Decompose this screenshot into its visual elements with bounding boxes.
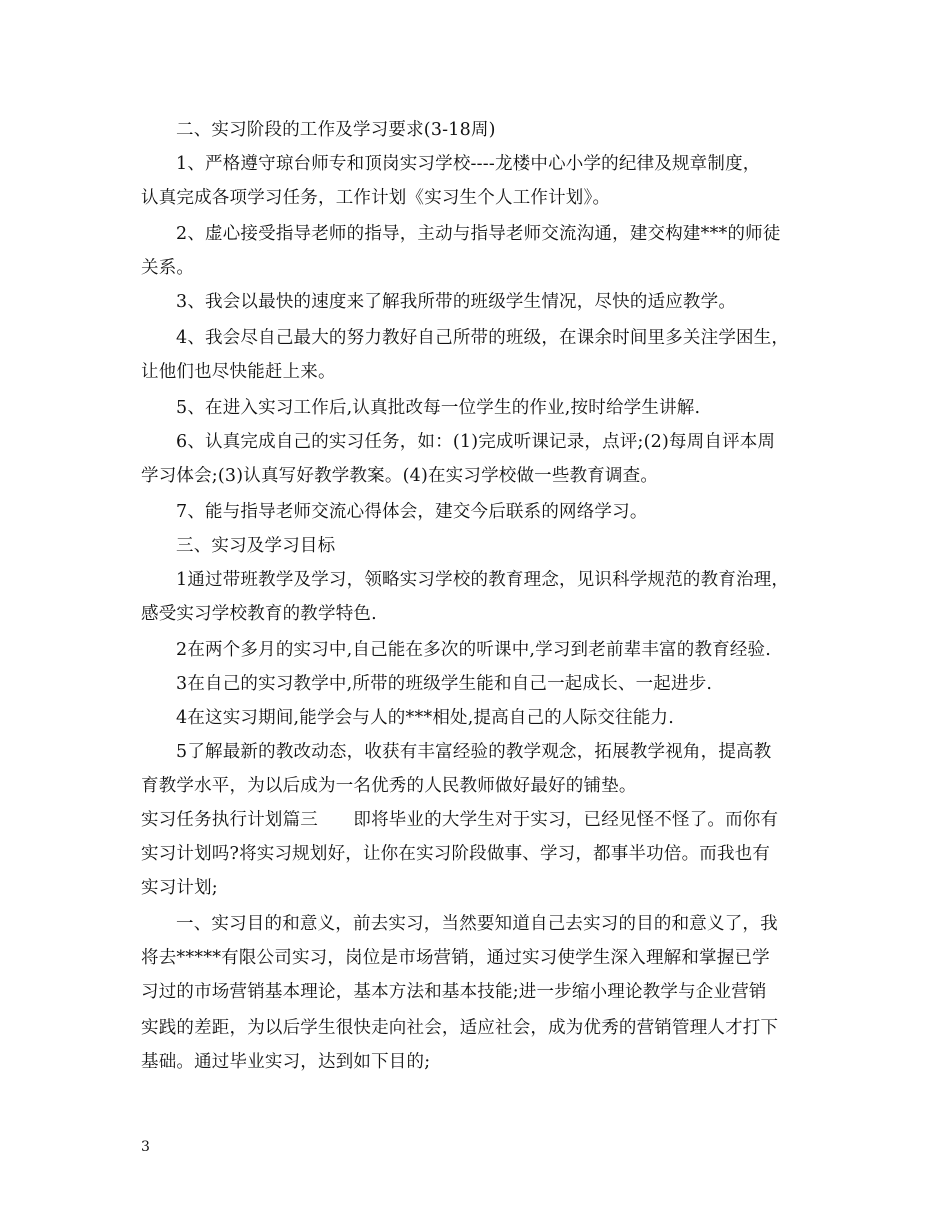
paragraph-line: 4在这实习期间,能学会与人的***相处,提高自己的人际交往能力. <box>176 708 674 728</box>
paragraph-line: 7、能与指导老师交流心得体会，建交今后联系的网络学习。 <box>176 502 648 522</box>
page-number: 3 <box>141 1139 150 1155</box>
paragraph-line: 基础。通过毕业实习，达到如下目的; <box>141 1052 431 1072</box>
paragraph-line: 6、认真完成自己的实习任务，如：(1)完成听课记录，点评;(2)每周自评本周 <box>176 432 776 452</box>
paragraph-line: 5、在进入实习工作后,认真批改每一位学生的作业,按时给学生讲解. <box>176 398 701 418</box>
paragraph-line: 实习计划吗?将实习规划好，让你在实习阶段做事、学习，都事半功倍。而我也有 <box>141 844 771 864</box>
paragraph-line: 一、实习目的和意义，前去实习，当然要知道自己去实习的目的和意义了，我 <box>176 914 778 934</box>
article-heading-line: 实习任务执行计划篇三 即将毕业的大学生对于实习，已经见怪不怪了。而你有 <box>141 810 779 830</box>
paragraph-line: 实践的差距，为以后学生很快走向社会，适应社会，成为优秀的营销管理人才打下 <box>141 1018 779 1038</box>
paragraph-line: 1通过带班教学及学习，领略实习学校的教育理念，见识科学规范的教育治理， <box>176 570 790 590</box>
section-heading-3: 三、实习及学习目标 <box>176 536 336 556</box>
paragraph-line: 认真完成各项学习任务，工作计划《实习生个人工作计划》。 <box>141 188 611 208</box>
paragraph-line: 将去*****有限公司实习，岗位是市场营销，通过实习使学生深入理解和掌握已学 <box>141 948 770 968</box>
paragraph-line: 2、虚心接受指导老师的指导，主动与指导老师交流沟通，建交构建***的师徒 <box>176 224 781 244</box>
section-heading-2: 二、实习阶段的工作及学习要求(3-18周) <box>176 120 496 140</box>
paragraph-line: 让他们也尽快能赶上来。 <box>141 362 336 382</box>
paragraph-line: 学习体会;(3)认真写好教学教案。(4)在实习学校做一些教育调查。 <box>141 466 659 486</box>
paragraph-line: 1、严格遵守琼台师专和顶岗实习学校----龙楼中心小学的纪律及规章制度， <box>176 154 761 174</box>
paragraph-line: 5了解最新的教改动态，收获有丰富经验的教学观念，拓展教学视角，提高教 <box>176 742 772 762</box>
paragraph-line: 习过的市场营销基本理论，基本方法和基本技能;进一步缩小理论教学与企业营销 <box>141 982 767 1002</box>
paragraph-line: 4、我会尽自己最大的努力教好自己所带的班级，在课余时间里多关注学困生， <box>176 328 790 348</box>
paragraph-line: 3、我会以最快的速度来了解我所带的班级学生情况，尽快的适应教学。 <box>176 292 737 312</box>
paragraph-line: 3在自己的实习教学中,所带的班级学生能和自己一起成长、一起进步. <box>176 674 713 694</box>
paragraph-line: 感受实习学校教育的教学特色. <box>141 604 377 624</box>
paragraph-line: 关系。 <box>141 258 195 278</box>
paragraph-line: 育教学水平，为以后成为一名优秀的人民教师做好最好的铺垫。 <box>141 776 637 796</box>
paragraph-line: 2在两个多月的实习中,自己能在多次的听课中,学习到老前辈丰富的教育经验. <box>176 640 772 660</box>
paragraph-line: 实习计划; <box>141 878 218 898</box>
